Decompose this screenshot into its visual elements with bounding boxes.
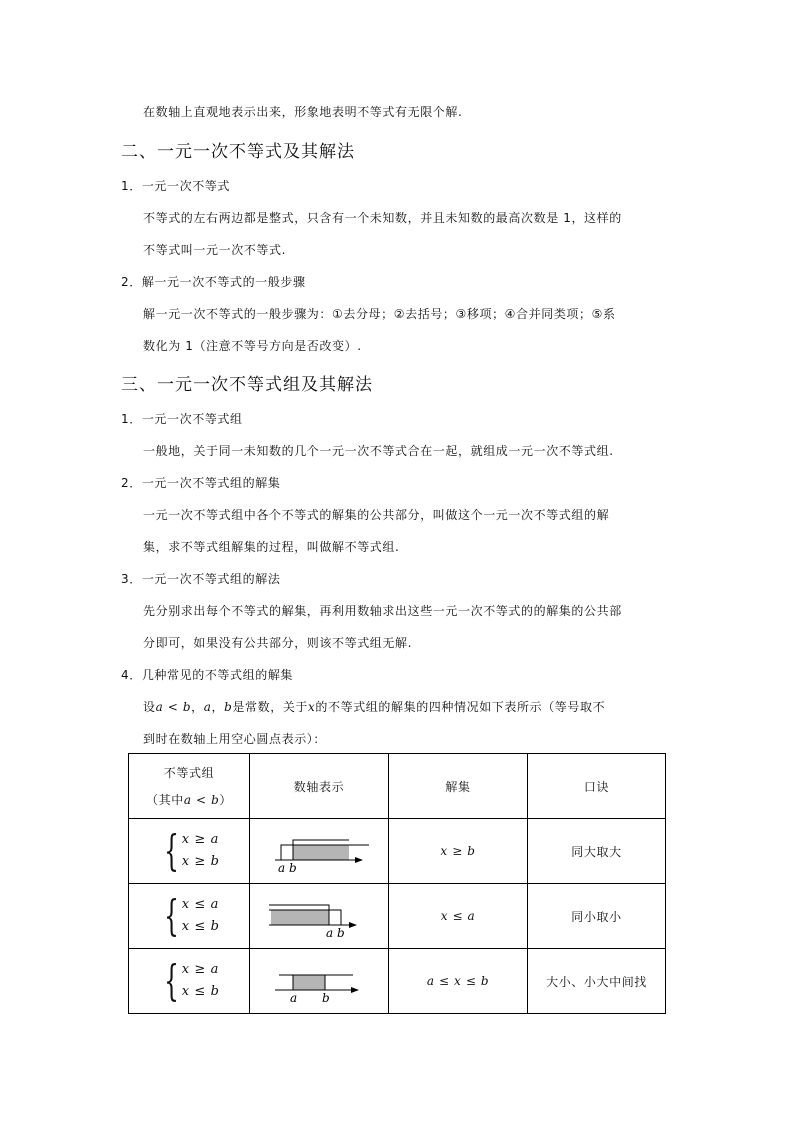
header-solution-set: 解集 (389, 754, 528, 819)
axis-label-a: a (290, 990, 298, 1002)
arrow-right-icon (355, 857, 363, 863)
item4-post-text: 的不等式组的解集的四种情况如下表所示（等号取不 (315, 700, 606, 714)
item4-sep2: ， (211, 700, 225, 714)
section3-item4-title: 4．几种常见的不等式组的解集 (121, 668, 294, 682)
section3-item4-line1 (143, 699, 605, 715)
section2-item2-line1: 解一元一次不等式的一般步骤为：①去分母；②去括号；③移项；④合并同类项；⑤系 (143, 307, 616, 321)
item4-b-math: b (224, 700, 233, 714)
item4-mid-text: 是常数，关于 (232, 700, 309, 714)
arrow-right-icon (349, 922, 357, 928)
system-line-1: x ≥ a (181, 832, 219, 847)
shaded-overlap (293, 975, 325, 990)
system-cell (129, 819, 250, 884)
number-line-diagram (269, 958, 369, 1002)
item4-prefix: 设 (143, 700, 156, 714)
item4-a-math: a (203, 700, 212, 714)
left-brace: { (164, 956, 180, 1005)
section3-item1-title: 1．一元一次不等式组 (121, 412, 243, 426)
table-header-row (129, 754, 666, 819)
system-line-2: x ≤ b (181, 919, 220, 934)
header-col1-pre: （其中 (146, 793, 184, 807)
header-col1-line2 (129, 791, 249, 808)
header-number-line: 数轴表示 (250, 754, 389, 819)
mnemonic-cell: 大小、小大中间找 (528, 949, 666, 1014)
section3-item2-line2: 集，求不等式组解集的过程，叫做解不等式组. (143, 540, 400, 554)
section2-item1-line2: 不等式叫一元一次不等式. (143, 243, 287, 257)
header-col1-post: ） (219, 793, 232, 807)
axis-label-b: b (322, 990, 331, 1002)
solution-cell: x ≤ a (389, 884, 528, 949)
section2-item2-line2: 数化为 1（注意不等号方向是否改变）. (143, 339, 362, 353)
header-mnemonic: 口诀 (528, 754, 666, 819)
header-inequality-system (129, 754, 250, 819)
solution-cell: x ≥ b (389, 819, 528, 884)
section3-item3-line2: 分即可，如果没有公共部分，则该不等式组无解. (143, 636, 413, 650)
axis-label-a: a (326, 925, 334, 937)
shaded-overlap (271, 910, 329, 925)
inequality-system-table (128, 753, 666, 1014)
axis-label-b: b (337, 925, 346, 937)
arrow-right-icon (351, 987, 359, 993)
table-row (129, 819, 666, 884)
section3-item2-line1: 一元一次不等式组中各个不等式的解集的公共部分，叫做这个一元一次不等式组的解 (143, 508, 610, 522)
section3-item3-line1: 先分别求出每个不等式的解集，再利用数轴求出这些一元一次不等式的的解集的公共部 (143, 604, 622, 618)
system-line-1: x ≤ a (181, 897, 219, 912)
system-line-2: x ≥ b (181, 854, 220, 869)
section3-item3-title: 3．一元一次不等式组的解法 (121, 572, 281, 586)
section3-item2-title: 2．一元一次不等式组的解集 (121, 476, 281, 490)
axis-label-b: b (289, 860, 298, 872)
item4-sep1: ， (191, 700, 204, 714)
table-row (129, 949, 666, 1014)
section2-item1-title: 1．一元一次不等式 (121, 179, 231, 193)
number-line-cell (250, 949, 389, 1014)
number-line-diagram (269, 828, 369, 872)
system-cell (129, 884, 250, 949)
header-col1-line1: 不等式组 (163, 766, 215, 780)
section2-item1-line1: 不等式的左右两边都是整式，只含有一个未知数，并且未知数的最高次数是 1，这样的 (143, 211, 622, 225)
solution-cell: a ≤ x ≤ b (389, 949, 528, 1014)
number-line-cell (250, 819, 389, 884)
intro-tail-line: 在数轴上直观地表示出来，形象地表明不等式有无限个解. (143, 105, 463, 119)
header-col1-math: a < b (183, 793, 220, 807)
table-row (129, 884, 666, 949)
number-line-cell (250, 884, 389, 949)
section3-item4-line2: 到时在数轴上用空心圆点表示）： (143, 732, 327, 746)
mnemonic-cell: 同小取小 (528, 884, 666, 949)
system-line-2: x ≤ b (181, 984, 220, 999)
mnemonic-cell: 同大取大 (528, 819, 666, 884)
axis-label-a: a (278, 860, 286, 872)
item4-condition-math: a < b (155, 700, 192, 714)
left-brace: { (164, 891, 180, 940)
item4-x-math: x (308, 700, 316, 714)
system-line-1: x ≥ a (181, 962, 219, 977)
section2-heading: 二、一元一次不等式及其解法 (121, 142, 355, 162)
shaded-overlap (293, 845, 349, 860)
system-cell (129, 949, 250, 1014)
section3-heading: 三、一元一次不等式组及其解法 (121, 375, 373, 395)
section3-item1-line1: 一般地，关于同一未知数的几个一元一次不等式合在一起，就组成一元一次不等式组. (143, 444, 614, 458)
number-line-diagram (269, 893, 369, 937)
section2-item2-title: 2．解一元一次不等式的一般步骤 (121, 275, 306, 289)
left-brace: { (164, 826, 180, 875)
